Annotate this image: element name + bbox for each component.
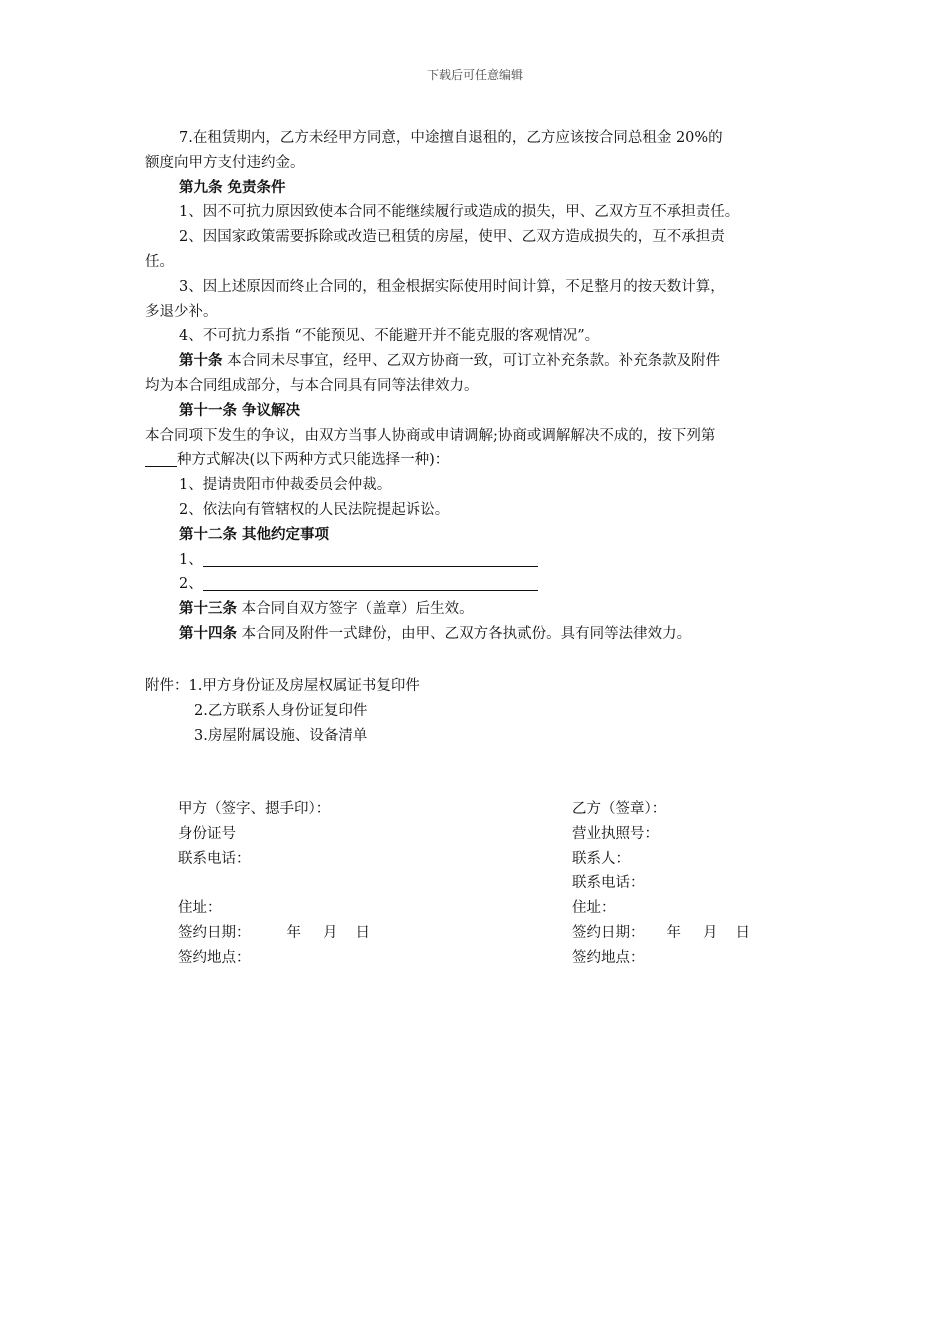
article-12-item-1 [145,548,815,573]
fill-line-1[interactable] [203,550,538,567]
attachment-line-1 [145,674,420,699]
party-b-date [572,921,750,946]
contract-body [145,126,815,647]
party-a-id: 身份证号 [178,825,236,842]
article-12-title: 第十二条 其他约定事项 [179,525,330,543]
party-a-phone: 联系电话： [178,850,251,867]
article-14-text: 本合同及附件一式肆份，由甲、乙双方各执贰份。具有同等法律效力。 [237,625,692,642]
attachment-item-2: 2.乙方联系人身份证复印件 [194,702,368,719]
party-a-place: 签约地点： [178,949,251,966]
article-9-item-2-line1: 2、因国家政策需要拆除或改造已租赁的房屋，使甲、乙双方造成损失的，互不承担责 [179,229,725,246]
article-11-title: 第十一条 争议解决 [179,401,301,419]
attachment-item-1: 1.甲方身份证及房屋权属证书复印件 [188,678,420,694]
party-b-license: 营业执照号： [572,825,659,842]
attachment-item-3: 3.房屋附属设施、设备清单 [194,727,368,744]
article-11-option-2: 2、依法向有管辖权的人民法院提起诉讼。 [179,501,450,518]
party-a-signature-block [178,797,370,971]
article-9-item-4: 4、不可抗力系指 “不能预见、不能避开并不能克服的客观情况”。 [179,328,600,345]
article-13-text: 本合同自双方签字（盖章）后生效。 [237,601,474,618]
attachments-label: 附件： [145,678,189,694]
party-b-address: 住址： [572,900,616,917]
party-b-sign: 乙方（签章）： [572,801,667,817]
article-10-line1 [145,349,815,374]
fill-line-2[interactable] [203,574,538,591]
article-11-line1: 本合同项下发生的争议，由双方当事人协商或申请调解;协商或调解解决不成的，按下列第 [145,427,716,444]
party-a-address: 住址： [178,900,222,917]
party-b-date-label: 签约日期： [572,924,645,941]
party-a-month: 月 [323,924,338,941]
article-14 [145,622,815,647]
attachments [145,674,420,748]
article-12-item-1-number: 1、 [179,551,203,568]
clause-7-line1: 7.在租赁期内，乙方未经甲方同意，中途擅自退租的，乙方应该按合同总租金 20%的 [179,130,723,146]
party-b-place: 签约地点： [572,949,645,966]
article-12-item-2-number: 2、 [179,576,203,593]
party-a-date-label: 签约日期： [178,924,251,941]
party-b-signature-block [572,797,750,971]
article-10-line2: 均为本合同组成部分，与本合同具有同等法律效力。 [145,377,479,394]
article-14-title: 第十四条 [179,624,237,642]
party-b-year: 年 [666,924,681,941]
party-b-day: 日 [735,924,750,941]
article-9-title: 第九条 免责条件 [179,178,286,196]
clause-7-line2: 额度向甲方支付违约金。 [145,154,305,171]
choice-blank[interactable] [145,450,177,467]
party-a-day: 日 [355,924,370,941]
article-9-item-3-line2: 多退少补。 [145,303,218,320]
article-13-title: 第十三条 [179,600,237,618]
party-b-contact: 联系人： [572,850,630,867]
party-b-phone: 联系电话： [572,875,645,892]
party-b-month: 月 [703,924,718,941]
article-13 [145,597,815,622]
party-a-sign: 甲方（签字、摁手印）： [178,801,331,817]
party-a-year: 年 [286,924,301,941]
article-12-item-2 [145,572,815,597]
article-11-line2 [145,448,815,473]
article-9-item-1: 1、因不可抗力原因致使本合同不能继续履行或造成的损失，甲、乙双方互不承担责任。 [179,204,740,221]
party-a-spacer [178,871,370,896]
article-9-item-2-line2: 任。 [145,253,174,270]
article-11-line2-text: 种方式解决(以下两种方式只能选择一种)： [177,452,450,469]
article-11-option-1: 1、提请贵阳市仲裁委员会仲裁。 [179,477,392,494]
article-10-text: 本合同未尽事宜，经甲、乙双方协商一致，可订立补充条款。补充条款及附件 [222,353,721,370]
article-10-title: 第十条 [179,352,223,370]
page-header: 下载后可任意编辑 [426,68,523,82]
party-a-date [178,921,370,946]
article-9-item-3-line1: 3、因上述原因而终止合同的，租金根据实际使用时间计算，不足整月的按天数计算， [179,278,725,295]
